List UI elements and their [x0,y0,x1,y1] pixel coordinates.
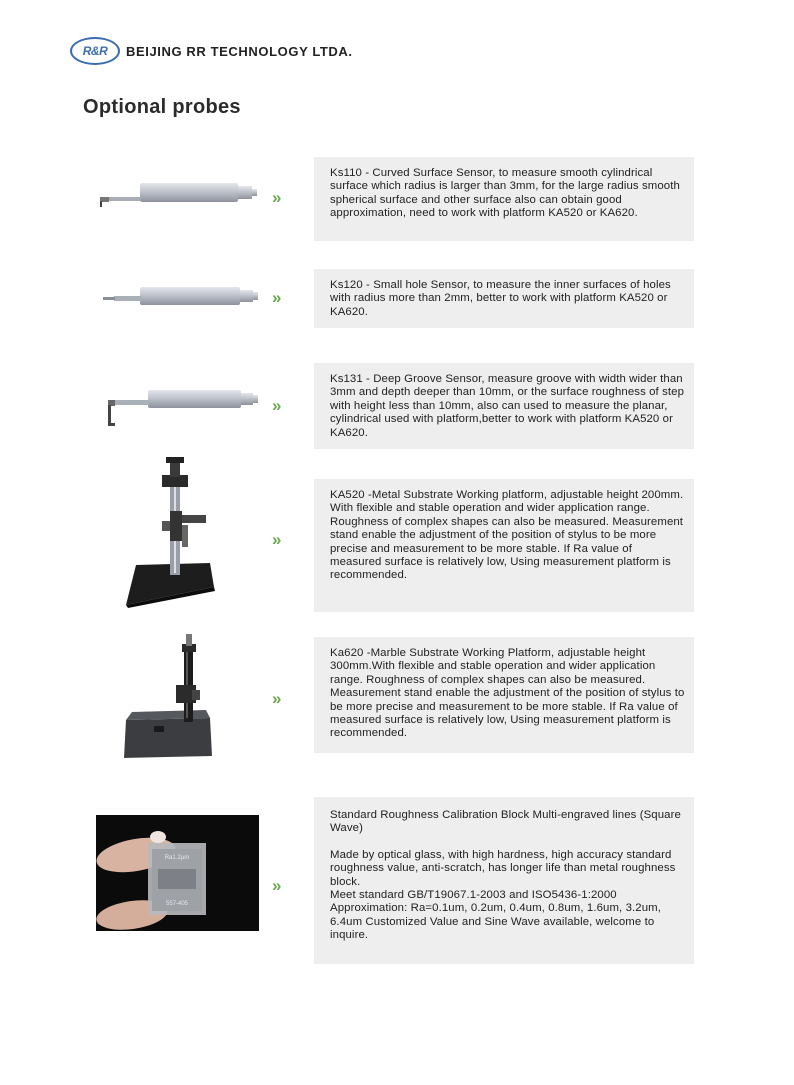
calibration-block-text: Made by optical glass, with high hardness, high accuracy standard roughness value, anti-scratch, has longer life than metal roughness block. Meet standard GB/T19067.1-2003 and ISO5436-1:2000 Approximation: Ra=0.1um, 0.2um, 0.4um, 0.8um, 1.6um, 3.2um, 6.4um Customized Value and Sine Wave available, welcome to inquire. [330,848,676,942]
arrow-icon: » [272,876,282,895]
ks131-sensor-image [103,385,263,429]
ka620-text: Ka620 -Marble Substrate Working Platform, adjustable height 300mm.With flexible and stable operation and wider application range. Roughness of complex shapes can also be measured. Measurement stand enable the adjustment of the position of stylus to be more precise and measurement to be more stable. If Ra value of measured surface is relatively low, Using measurement platform is recommended. [330,647,685,740]
ks131-text: Ks131 - Deep Groove Sensor, measure groove with width wider than 3mm and depth deeper than 10mm, or the surface roughness of step with height less than 10mm, also can used to measure the planar, cylindrical used with platform,better to work with platform KA520 or KA620. [330,373,685,439]
arrow-icon: » [272,188,282,207]
arrow-icon: » [272,689,282,708]
page-title: Optional probes [83,96,241,118]
ks120-sensor-image [100,284,265,310]
calibration-block-description [314,797,694,964]
block-label-top: Ra1.2µm [164,855,190,861]
ks120-description [314,269,694,328]
company-name: BEIJING RR TECHNOLOGY LTDA. [126,43,353,59]
calibration-block-photo [96,815,259,931]
ks110-sensor-image [95,180,265,214]
arrow-icon: » [272,288,282,307]
logo-text: R&R [82,44,108,58]
ka520-text: KA520 -Metal Substrate Working platform, adjustable height 200mm. With flexible and stable operation and wider application range. Roughness of complex shapes can also be measured. Measurement stand enable the adjustment of the position of stylus to be more precise and measurement to be more stable. If Ra value of measured surface is relatively low, Using measurement platform is recommended. [330,489,684,582]
ks131-description [314,363,694,449]
ka620-description [314,637,694,753]
ka520-platform-image [122,455,222,610]
arrow-icon: » [272,530,282,549]
ks120-text: Ks120 - Small hole Sensor, to measure the inner surfaces of holes with radius more than 2mm, better to work with platform KA520 or KA620. [330,279,671,318]
block-label-bottom: 557-405 [165,901,189,907]
ka520-description [314,479,694,612]
calibration-block-heading: Standard Roughness Calibration Block Multi-engraved lines (Square Wave) [330,809,681,835]
arrow-icon: » [272,396,282,415]
company-logo [70,37,120,65]
calibration-block-image [96,815,259,931]
ks110-text: Ks110 - Curved Surface Sensor, to measure smooth cylindrical surface which radius is larger than 3mm, for the large radius smooth spherical surface and other surface also can obtain good approximation, need to work with platform KA520 or KA620. [330,167,680,220]
page-header [70,36,353,66]
ks110-description [314,157,694,241]
ka620-platform-image [120,630,220,760]
